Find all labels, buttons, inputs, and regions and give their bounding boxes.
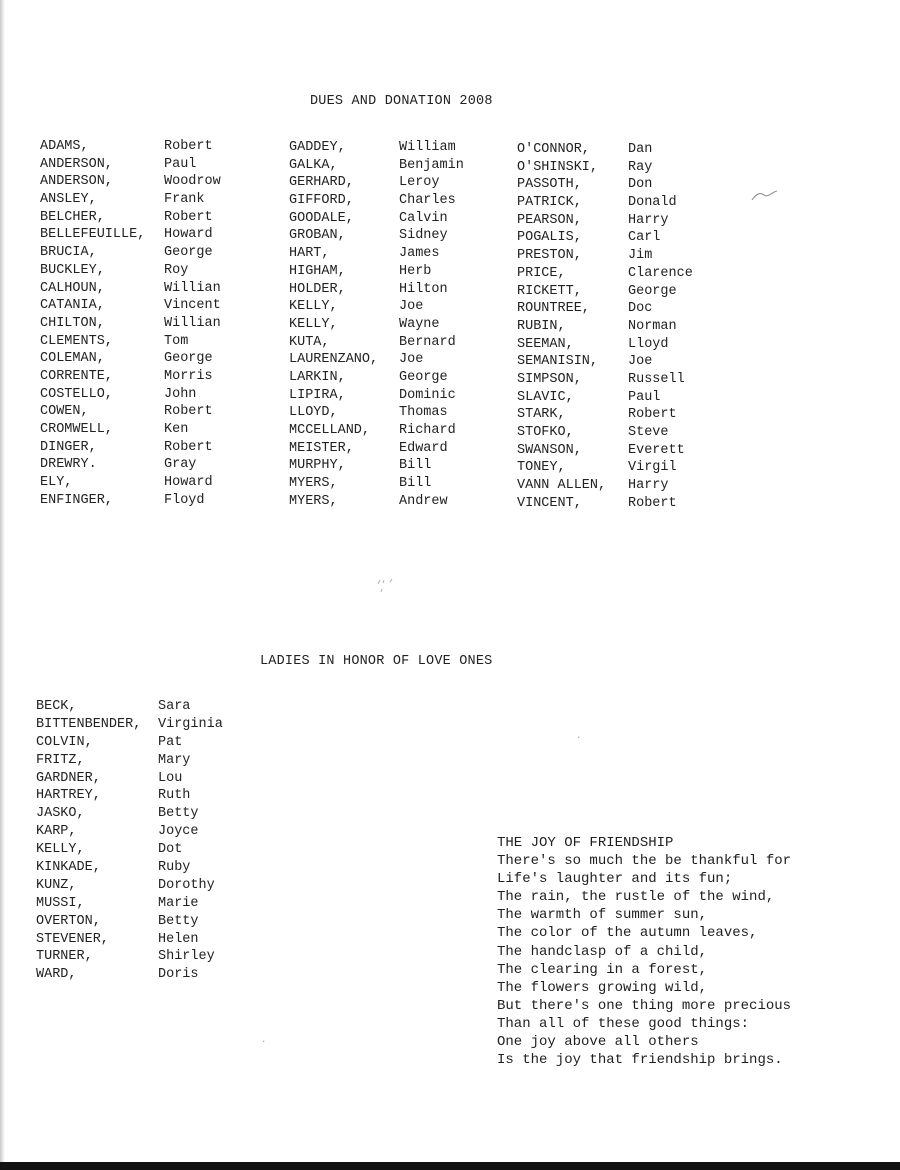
last-name: HARTREY,	[36, 788, 101, 804]
first-name: Russell	[628, 371, 685, 387]
first-name: Robert	[164, 439, 213, 455]
last-name: GERHARD,	[289, 175, 354, 191]
poem-line: But there's one thing more precious	[497, 997, 792, 1014]
last-name: DINGER,	[40, 439, 97, 455]
first-name: Roy	[164, 262, 189, 278]
first-name: Mary	[158, 752, 191, 768]
last-name: COSTELLO,	[40, 386, 113, 402]
last-name: BRUCIA,	[40, 245, 97, 261]
last-name: MYERS,	[289, 493, 338, 509]
last-name: HOLDER,	[289, 281, 346, 297]
first-name: Floyd	[164, 492, 205, 508]
last-name: MEISTER,	[289, 440, 354, 456]
first-name: Harry	[628, 478, 669, 494]
last-name: HART,	[289, 246, 330, 262]
first-name: Joe	[399, 299, 424, 315]
last-name: ANDERSON,	[40, 174, 113, 190]
first-name: Paul	[164, 156, 197, 172]
first-name: Howard	[164, 475, 213, 491]
first-name: Andrew	[399, 493, 448, 509]
last-name: KELLY,	[289, 299, 338, 315]
first-name: Sidney	[399, 228, 448, 244]
first-name: Robert	[164, 404, 213, 420]
first-name: Sara	[158, 699, 191, 714]
last-name: TURNER,	[36, 949, 93, 965]
poem-line: Than all of these good things:	[497, 1015, 750, 1032]
last-name: PATRICK,	[517, 195, 582, 211]
first-name: Dan	[628, 142, 653, 157]
last-name: VANN ALLEN,	[517, 478, 607, 494]
last-name: SEEMAN,	[517, 336, 574, 352]
first-name: Edward	[399, 440, 448, 456]
first-name: Doc	[628, 301, 653, 317]
first-name: Ken	[164, 422, 189, 437]
last-name: GIFFORD,	[289, 193, 354, 209]
first-name: Leroy	[399, 175, 440, 191]
first-name: George	[399, 369, 448, 385]
first-name: George	[164, 351, 213, 367]
last-name: VINCENT,	[517, 495, 582, 511]
last-name: GOODALE,	[289, 210, 354, 226]
last-name: BELCHER,	[40, 209, 105, 225]
last-name: LIPIRA,	[289, 387, 346, 403]
ladies-title: LADIES IN HONOR OF LOVE ONES	[260, 654, 493, 669]
last-name: KELLY,	[289, 316, 338, 332]
first-name: Betty	[158, 913, 199, 929]
first-name: Steve	[628, 425, 669, 440]
first-name: William	[399, 140, 456, 155]
first-name: Lloyd	[628, 336, 669, 352]
first-name: Ruth	[158, 788, 191, 804]
first-name: Woodrow	[164, 174, 221, 190]
last-name: SWANSON,	[517, 442, 582, 458]
first-name: Calvin	[399, 210, 448, 226]
first-name: Ruby	[158, 860, 191, 876]
first-name: Clarence	[628, 265, 693, 281]
dues-title: DUES AND DONATION 2008	[310, 94, 493, 109]
last-name: GARDNER,	[36, 770, 101, 786]
poem-line: Is the joy that friendship brings.	[497, 1052, 783, 1069]
first-name: Virgil	[628, 460, 677, 476]
last-name: STARK,	[517, 407, 566, 423]
last-name: KELLY,	[36, 842, 85, 858]
scan-speck	[372, 574, 402, 604]
last-name: O'CONNOR,	[517, 142, 590, 157]
last-name: STEVENER,	[36, 931, 109, 947]
last-name: JASKO,	[36, 806, 85, 822]
poem-line: The warmth of summer sun,	[497, 907, 708, 924]
first-name: Robert	[164, 209, 213, 225]
first-name: Dot	[158, 842, 183, 858]
first-name: Paul	[628, 389, 661, 405]
last-name: COLEMAN,	[40, 351, 105, 367]
first-name: Robert	[628, 495, 677, 511]
first-name: Ray	[628, 159, 653, 175]
last-name: ELY,	[40, 475, 73, 491]
last-name: PEARSON,	[517, 212, 582, 228]
scan-speck: ·	[261, 1037, 267, 1047]
first-name: Bill	[399, 458, 432, 474]
first-name: Joe	[399, 352, 424, 368]
first-name: George	[164, 245, 213, 261]
first-name: Robert	[164, 139, 213, 154]
first-name: Charles	[399, 193, 456, 209]
last-name: MURPHY,	[289, 458, 346, 474]
first-name: Helen	[158, 931, 199, 947]
last-name: ENFINGER,	[40, 492, 113, 508]
last-name: ANDERSON,	[40, 156, 113, 172]
first-name: Bill	[399, 476, 432, 492]
last-name: FRITZ,	[36, 752, 85, 768]
first-name: Donald	[628, 195, 677, 211]
first-name: John	[164, 386, 197, 402]
last-name: MCCELLAND,	[289, 423, 371, 438]
last-name: PASSOTH,	[517, 177, 582, 193]
last-name: POGALIS,	[517, 230, 582, 246]
last-name: KUNZ,	[36, 877, 77, 893]
first-name: Pat	[158, 734, 183, 750]
scan-bottom-edge	[0, 1162, 900, 1170]
first-name: Willian	[164, 280, 221, 296]
first-name: Gray	[164, 457, 197, 473]
first-name: Morris	[164, 368, 213, 384]
first-name: Joe	[628, 354, 653, 370]
first-name: Herb	[399, 263, 432, 279]
first-name: Norman	[628, 318, 677, 334]
pen-mark	[750, 188, 780, 204]
last-name: PRICE,	[517, 265, 566, 281]
first-name: Marie	[158, 895, 199, 911]
first-name: Don	[628, 177, 653, 193]
poem-line: One joy above all others	[497, 1034, 699, 1051]
last-name: KINKADE,	[36, 860, 101, 876]
first-name: Lou	[158, 770, 183, 786]
last-name: COWEN,	[40, 404, 89, 420]
first-name: Betty	[158, 806, 199, 822]
poem-line: The color of the autumn leaves,	[497, 925, 758, 942]
last-name: BITTENBENDER,	[36, 716, 142, 732]
first-name: Hilton	[399, 281, 448, 297]
last-name: CLEMENTS,	[40, 333, 113, 349]
last-name: DREWRY.	[40, 457, 97, 473]
first-name: Dominic	[399, 387, 456, 403]
poem-line: Life's laughter and its fun;	[497, 871, 733, 888]
poem-line: There's so much the be thankful for	[497, 853, 792, 870]
first-name: Shirley	[158, 949, 215, 965]
first-name: Benjamin	[399, 157, 464, 173]
last-name: HIGHAM,	[289, 263, 346, 279]
last-name: KUTA,	[289, 334, 330, 350]
first-name: Dorothy	[158, 877, 215, 893]
last-name: SIMPSON,	[517, 371, 582, 387]
first-name: Virginia	[158, 716, 223, 732]
last-name: RICKETT,	[517, 283, 582, 299]
last-name: LAURENZANO,	[289, 352, 379, 368]
first-name: Howard	[164, 227, 213, 243]
last-name: BELLEFEUILLE,	[40, 227, 146, 243]
first-name: Wayne	[399, 316, 440, 332]
last-name: SEMANISIN,	[517, 354, 599, 370]
first-name: Vincent	[164, 298, 221, 314]
last-name: BECK,	[36, 699, 77, 714]
last-name: COLVIN,	[36, 734, 93, 750]
first-name: Willian	[164, 315, 221, 331]
scan-speck: ·	[576, 733, 582, 743]
first-name: Frank	[164, 192, 205, 208]
poem-line: The rain, the rustle of the wind,	[497, 889, 775, 906]
poem-line: The clearing in a forest,	[497, 961, 708, 978]
first-name: James	[399, 246, 440, 262]
first-name: Doris	[158, 967, 199, 983]
last-name: GALKA,	[289, 157, 338, 173]
last-name: WARD,	[36, 967, 77, 983]
poem-title: THE JOY OF FRIENDSHIP	[497, 835, 674, 851]
first-name: George	[628, 283, 677, 299]
last-name: CATANIA,	[40, 298, 105, 314]
last-name: CORRENTE,	[40, 368, 113, 384]
last-name: BUCKLEY,	[40, 262, 105, 278]
last-name: CHILTON,	[40, 315, 105, 331]
last-name: TONEY,	[517, 460, 566, 476]
last-name: GADDEY,	[289, 140, 346, 155]
first-name: Thomas	[399, 405, 448, 421]
first-name: Joyce	[158, 824, 199, 840]
last-name: RUBIN,	[517, 318, 566, 334]
last-name: ADAMS,	[40, 139, 89, 154]
first-name: Richard	[399, 423, 456, 438]
last-name: GROBAN,	[289, 228, 346, 244]
first-name: Carl	[628, 230, 661, 246]
first-name: Harry	[628, 212, 669, 228]
last-name: LLOYD,	[289, 405, 338, 421]
last-name: MYERS,	[289, 476, 338, 492]
last-name: CROMWELL,	[40, 422, 113, 437]
last-name: ROUNTREE,	[517, 301, 590, 317]
first-name: Bernard	[399, 334, 456, 350]
last-name: ANSLEY,	[40, 192, 97, 208]
last-name: CALHOUN,	[40, 280, 105, 296]
poem-line: The handclasp of a child,	[497, 943, 708, 960]
poem	[497, 834, 791, 1069]
last-name: OVERTON,	[36, 913, 101, 929]
last-name: KARP,	[36, 824, 77, 840]
last-name: PRESTON,	[517, 248, 582, 264]
last-name: STOFKO,	[517, 425, 574, 440]
first-name: Tom	[164, 333, 189, 349]
first-name: Jim	[628, 248, 653, 264]
last-name: SLAVIC,	[517, 389, 574, 405]
first-name: Everett	[628, 442, 685, 458]
poem-line: The flowers growing wild,	[497, 979, 708, 996]
first-name: Robert	[628, 407, 677, 423]
last-name: O'SHINSKI,	[517, 159, 599, 175]
last-name: MUSSI,	[36, 895, 85, 911]
last-name: LARKIN,	[289, 369, 346, 385]
scan-edge-shadow	[0, 0, 5, 1170]
